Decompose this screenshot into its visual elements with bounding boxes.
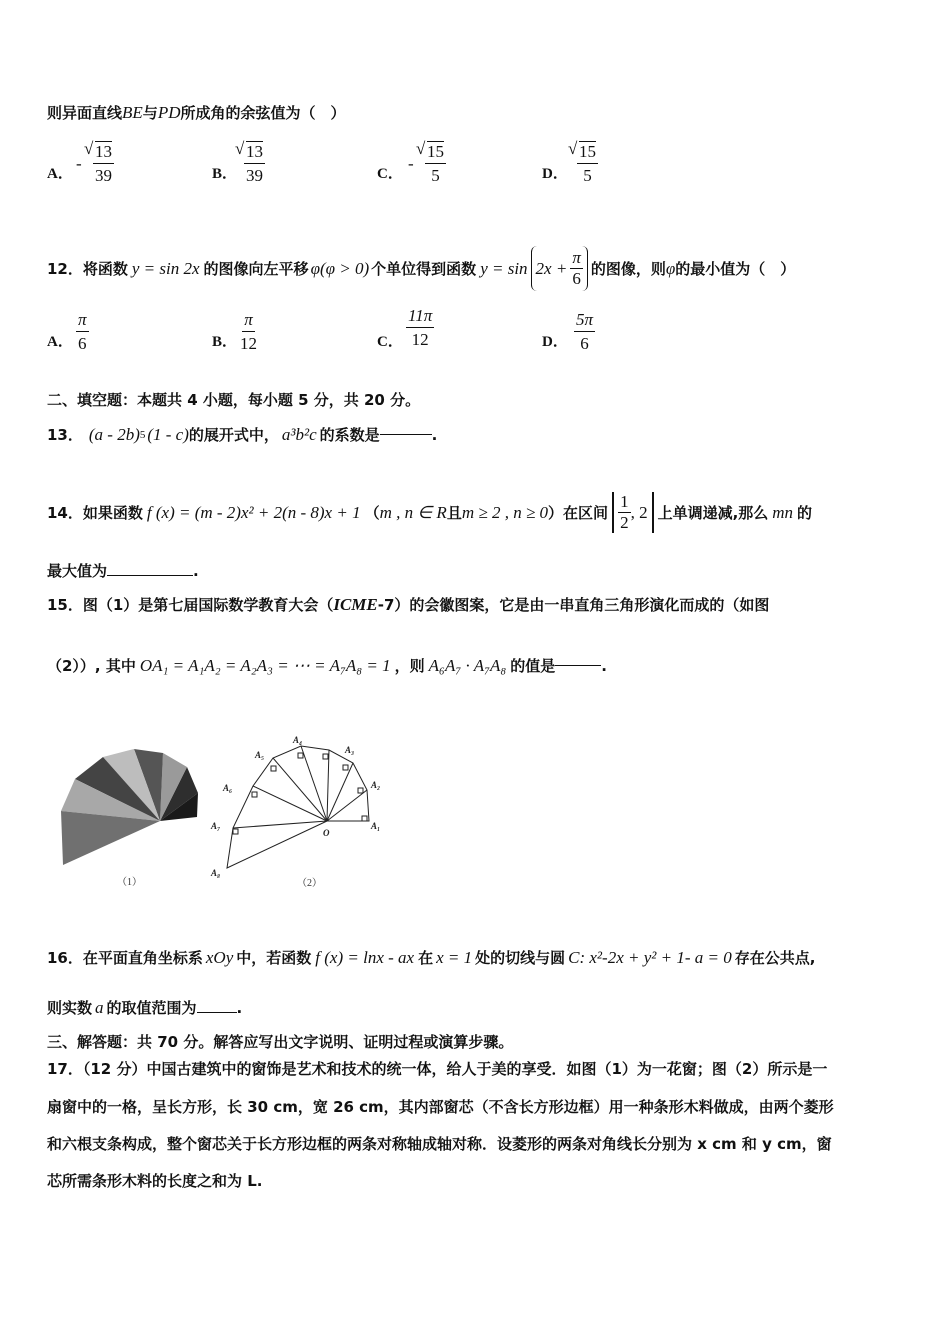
triangle-spiral-figure [205,728,405,893]
q12-option-a-label: A． [47,334,73,350]
q12-option-b-label: B． [212,334,238,350]
q12-option-c-value: $\frac{11\pi}{12}$ [408,306,433,349]
label-a4: A₄ [293,735,303,745]
q11-option-a-label: A． [47,166,73,182]
q12-stem: 12． 将函数 y = sin 2x 的图像向左平移 φ(φ > 0) 个单位得到函数 y = sin 2x + $\frac{\pi}{6}$ 的图像，则 φ 的最小值为（ ） [47,246,795,291]
section3-heading: 三、解答题：共 70 分。解答应写出文字说明、证明过程或演算步骤。 [47,1033,514,1051]
label-a1: A₁ [371,821,381,831]
label-a8: A₈ [211,868,221,878]
spiral-ray [273,758,327,821]
q12-option-d-value: $\frac{5\pi}{6}$ [576,310,594,353]
q11-option-c-label: C． [377,166,403,182]
q11-stem: 则异面直线BE与PD所成角的余弦值为（ ） [47,103,346,122]
q17-line2: 扇窗中的一格，呈长方形，长 30 cm，宽 26 cm，其内部窗芯（不含长方形边框）用一种条形木料做成，由两个菱形 [47,1098,834,1116]
label-o: O [323,828,330,838]
spiral-ray [327,750,329,821]
q11-option-c-value: √ $\frac{15}{5}$ [425,142,446,186]
q11-option-b-label: B． [212,166,238,182]
section2-heading: 二、填空题：本题共 4 小题，每小题 5 分，共 20 分。 [47,391,421,409]
q15-line1: 15．图（1）是第七届国际数学教育大会（ICME-7）的会徽图案，它是由一串直角三角形演化而成的（如图 [47,595,770,614]
q14-line2: 最大值为 . [47,562,199,580]
q17-line1: 17．（12 分）中国古建筑中的窗饰是艺术和技术的统一体，给人于美的享受．如图（1）为一花窗；图（2）所示是一 [47,1060,828,1078]
figure2-caption: （2） [297,878,322,889]
icme-emblem-figure [55,725,205,895]
q14-stem: 14． 如果函数 f (x) = (m - 2)x² + 2(n - 8)x + 1 （ m , n ∈ R 且 m ≥ 2 , n ≥ 0 ） 在区间 1 2 , 2 上单调递减,那么 mn 的 [47,492,813,532]
spiral-ray [327,790,367,821]
q17-line4: 芯所需条形木料的长度之和为 L. [47,1172,263,1190]
q16-stem: 16． 在平面直角坐标系 xOy 中，若函数 f (x) = lnx - ax 在 x = 1 处的切线与圆 C: x²-2x + y² + 1- a = 0 存在公共点, [47,947,816,967]
spiral-ray [327,763,353,821]
q11-option-a-value: √ $\frac{13}{39}$ [93,142,114,186]
spiral-ray [233,821,327,828]
q12-option-d-label: D． [542,334,568,350]
figure1-caption: （1） [117,877,142,888]
spiral-ray [253,786,327,821]
q12-option-a-value: $\frac{\pi}{6}$ [78,310,87,353]
label-a2: A₂ [371,780,381,790]
q11-option-d-value: √ $\frac{15}{5}$ [577,142,598,186]
q11-option-d-label: D． [542,166,568,182]
label-a6: A₆ [223,783,233,793]
label-a3: A₃ [345,745,355,755]
q17-line3: 和六根支条构成，整个窗芯关于长方形边框的两条对称轴成轴对称．设菱形的两条对角线长分别为 x cm 和 y cm，窗 [47,1135,832,1153]
q12-option-b-value: $\frac{\pi}{12}$ [240,310,257,353]
label-a5: A₅ [255,750,265,760]
q16-line2: 则实数 a 的取值范围为 . [47,998,243,1017]
q11-option-a-sign: - [76,154,82,173]
label-a7: A₇ [211,821,221,831]
q13-stem: 13． (a - 2b) 5 (1 - c) 的展开式中， a³b²c 的系数是 . [47,424,438,444]
q11-option-c-sign: - [408,154,414,173]
q11-option-b-value: √ $\frac{13}{39}$ [244,142,265,186]
q15-line2: （2））, 其中 OA₁ = A₁A₂ = A₂A₃ = ⋯ = A₇A₈ = 1 ，则 A₆A₇ · A₇A₈ 的值是 . [47,655,607,675]
q12-option-c-label: C． [377,334,403,350]
